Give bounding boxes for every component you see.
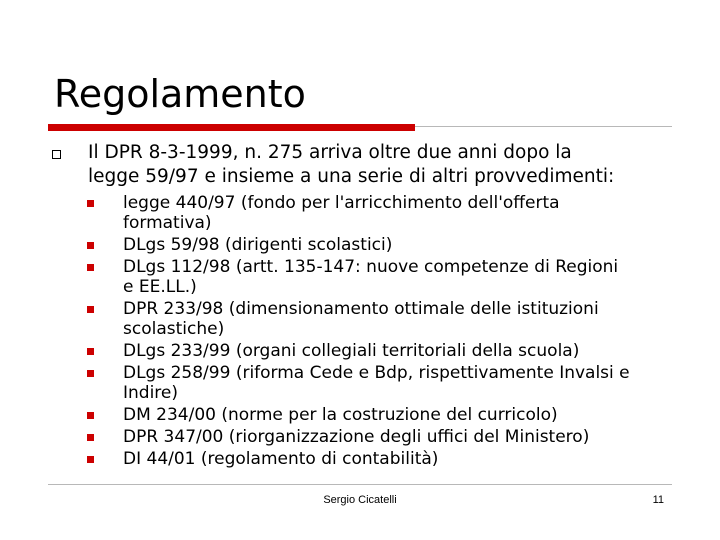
filled-square-bullet-icon xyxy=(87,306,94,313)
footer-author: Sergio Cicatelli xyxy=(323,494,397,506)
footer-page-number: 11 xyxy=(652,494,664,506)
main-bullet-line: legge 59/97 e insieme a una serie di altri provvedimenti: xyxy=(88,166,615,187)
filled-square-bullet-icon xyxy=(87,370,94,377)
title-accent-bar xyxy=(48,124,415,131)
main-bullet-line: Il DPR 8-3-1999, n. 275 arriva oltre due anni dopo la xyxy=(88,142,572,163)
filled-square-bullet-icon xyxy=(87,348,94,355)
sub-bullet-item xyxy=(123,405,683,425)
sub-bullet-line: DPR 347/00 (riorganizzazione degli uffici del Ministero) xyxy=(123,427,590,447)
sub-bullet-line: DLgs 233/99 (organi collegiali territoriali della scuola) xyxy=(123,341,580,361)
sub-bullet-item xyxy=(123,363,683,403)
filled-square-bullet-icon xyxy=(87,456,94,463)
filled-square-bullet-icon xyxy=(87,434,94,441)
sub-bullet-item xyxy=(123,427,683,447)
filled-square-bullet-icon xyxy=(87,242,94,249)
sub-bullet-line: DLgs 112/98 (artt. 135-147: nuove competenze di Regioni xyxy=(123,257,619,277)
filled-square-bullet-icon xyxy=(87,412,94,419)
sub-bullet-item xyxy=(123,235,683,255)
footer-divider-line xyxy=(48,484,672,485)
title-divider-line xyxy=(415,126,672,127)
main-bullet-text xyxy=(88,141,688,189)
sub-bullet-line: legge 440/97 (fondo per l'arricchimento dell'offerta xyxy=(123,193,560,213)
filled-square-bullet-icon xyxy=(87,200,94,207)
sub-bullet-item xyxy=(123,193,683,233)
sub-bullet-line: DI 44/01 (regolamento di contabilità) xyxy=(123,449,439,469)
sub-bullet-item xyxy=(123,257,683,297)
sub-bullet-line: DM 234/00 (norme per la costruzione del curricolo) xyxy=(123,405,558,425)
sub-bullet-line: e EE.LL.) xyxy=(123,277,197,297)
sub-bullet-line: DLgs 59/98 (dirigenti scolastici) xyxy=(123,235,393,255)
sub-bullet-line: DLgs 258/99 (riforma Cede e Bdp, rispettivamente Invalsi e xyxy=(123,363,630,383)
sub-bullet-item xyxy=(123,449,683,469)
slide-title: Regolamento xyxy=(54,72,306,116)
sub-bullet-item xyxy=(123,299,683,339)
sub-bullet-line: formativa) xyxy=(123,213,212,233)
sub-bullet-item xyxy=(123,341,683,361)
hollow-square-bullet-icon xyxy=(52,150,61,159)
sub-bullet-line: DPR 233/98 (dimensionamento ottimale delle istituzioni xyxy=(123,299,599,319)
sub-bullet-line: Indire) xyxy=(123,383,179,403)
filled-square-bullet-icon xyxy=(87,264,94,271)
sub-bullet-line: scolastiche) xyxy=(123,319,225,339)
